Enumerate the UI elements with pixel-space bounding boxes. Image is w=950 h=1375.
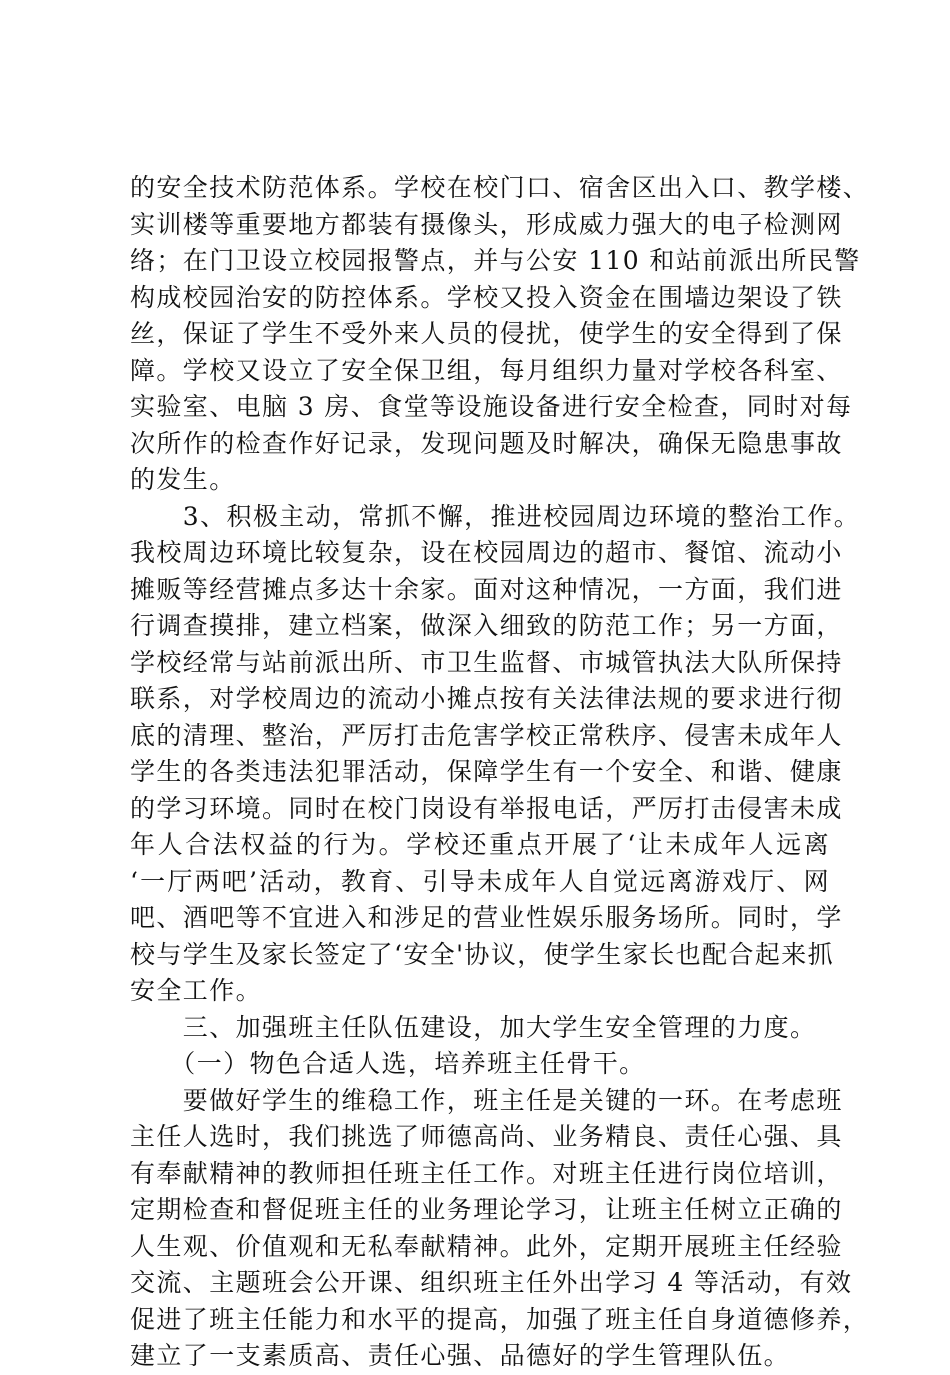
subsection-heading: （一）物色合适人选，培养班主任骨干。: [130, 1049, 646, 1078]
text-line: 丝，保证了学生不受外来人员的侵扰，使学生的安全得到了保: [130, 319, 843, 348]
text-line: 的发生。: [130, 465, 236, 494]
text-line: 学生的各类违法犯罪活动，保障学生有一个安全、和谐、健康: [130, 757, 843, 786]
section-heading: 三、加强班主任队伍建设，加大学生安全管理的力度。: [130, 1012, 817, 1042]
text-line: 联系，对学校周边的流动小摊点按有关法律法规的要求进行彻: [130, 684, 843, 713]
text-line: 的学习环境。同时在校门岗设有举报电话，严厉打击侵害未成: [130, 793, 843, 823]
text-line: 要做好学生的维稳工作，班主任是关键的一环。在考虑班: [130, 1085, 843, 1115]
text-line: 摊贩等经营摊点多达十余家。面对这种情况，一方面，我们进: [130, 574, 843, 604]
text-line: 学校经常与站前派出所、市卫生监督、市城管执法大队所保持: [130, 647, 843, 677]
text-line: 构成校园治安的防控体系。学校又投入资金在围墙边架设了铁: [130, 282, 843, 312]
text-line: 实验室、电脑 3 房、食堂等设施设备进行安全检查，同时对每: [130, 392, 853, 421]
text-line: 校与学生及家长签定了‘安全'协议，使学生家长也配合起来抓: [130, 939, 835, 969]
text-line: 定期检查和督促班主任的业务理论学习，让班主任树立正确的: [130, 1195, 843, 1224]
text-line: 有奉献精神的教师担任班主任工作。对班主任进行岗位培训，: [130, 1158, 843, 1188]
text-line: 实训楼等重要地方都装有摄像头，形成威力强大的电子检测网: [130, 209, 843, 239]
text-line: 吧、酒吧等不宜进入和涉足的营业性娱乐服务场所。同时，学: [130, 903, 843, 932]
text-line: 障。学校又设立了安全保卫组，每月组织力量对学校各科室、: [130, 355, 843, 385]
document-body: [130, 170, 870, 1375]
text-line: 行调查摸排，建立档案，做深入细致的防范工作；另一方面，: [130, 611, 843, 640]
text-line: 主任人选时，我们挑选了师德高尚、业务精良、责任心强、具: [130, 1122, 843, 1151]
text-line: 建立了一支素质高、责任心强、品德好的学生管理队伍。: [130, 1341, 791, 1370]
text-line: 安全工作。: [130, 976, 263, 1005]
text-line: 促进了班主任能力和水平的提高，加强了班主任自身道德修养，: [130, 1304, 870, 1334]
text-line: 人生观、价值观和无私奉献精神。此外，定期开展班主任经验: [130, 1231, 843, 1261]
text-line: 底的清理、整治，严厉打击危害学校正常秩序、侵害未成年人: [130, 720, 843, 750]
section-heading: 3、积极主动，常抓不懈，推进校园周边环境的整治工作。: [130, 501, 861, 531]
text-line: 次所作的检查作好记录，发现问题及时解决，确保无隐患事故: [130, 428, 843, 458]
text-line: ‘一厅两吧’活动，教育、引导未成年人自觉远离游戏厅、网: [130, 866, 830, 896]
text-line: 的安全技术防范体系。学校在校门口、宿舍区出入口、教学楼、: [130, 173, 870, 202]
text-line: 年人合法权益的行为。学校还重点开展了‘让未成年人远离: [130, 830, 830, 859]
text-line: 交流、主题班会公开课、组织班主任外出学习 4 等活动，有效: [130, 1268, 853, 1297]
text-line: 我校周边环境比较复杂，设在校园周边的超市、餐馆、流动小: [130, 538, 843, 567]
text-line: 络；在门卫设立校园报警点，并与公安 110 和站前派出所民警: [130, 246, 861, 275]
